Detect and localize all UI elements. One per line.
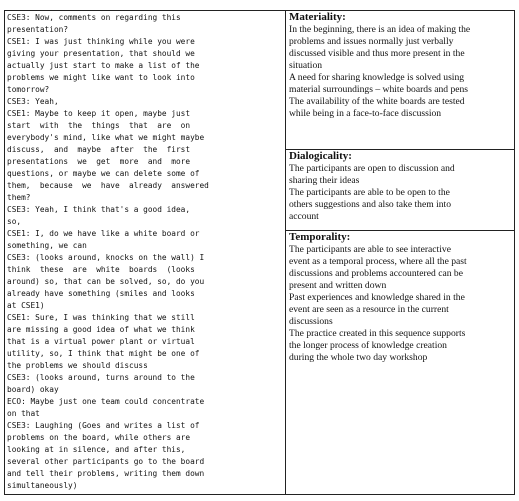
section-heading: Temporality: (289, 231, 351, 243)
transcript-line: them, because we have already answered (7, 181, 209, 190)
transcript-line: CSE3: Laughing (Goes and writes a list of (7, 421, 200, 430)
dialogicality-section (286, 149, 514, 230)
section-line: The practice created in this sequence supports (289, 328, 466, 339)
transcript-line: around) so, that can be solved, so, do you (7, 277, 205, 286)
transcript-line: that is a virtual power plant or virtual (7, 337, 195, 346)
transcript-column (7, 12, 282, 492)
materiality-section (286, 11, 514, 149)
transcript-line: the problems we should discuss (7, 361, 148, 370)
transcript-line: CSE3: Yeah, I think that's a good idea, (7, 205, 191, 214)
transcript-line: them? (7, 193, 31, 202)
transcript-line: something, we can (7, 241, 87, 250)
transcript-line: CSE3: (looks around, knocks on the wall) I (7, 253, 205, 262)
analysis-column (286, 11, 514, 494)
section-line: the longer process of knowledge creation (289, 340, 447, 351)
section-line: others suggestions and also take them into (289, 199, 452, 210)
section-line: discussed visible and thus more present in the (289, 48, 465, 59)
transcript-line: CSE1: Maybe to keep it open, maybe just (7, 109, 191, 118)
section-line: account (289, 211, 319, 222)
section-line: The participants are open to discussion and (289, 163, 455, 174)
transcript-line: problems on the board, while others are (7, 433, 191, 442)
section-line: event are seen as a resource in the current (289, 304, 449, 315)
transcript-line: several other participants go to the board (7, 457, 205, 466)
section-line: situation (289, 60, 323, 71)
transcript-line: already have something (smiles and looks (7, 289, 195, 298)
section-line: In the beginning, there is an idea of making the (289, 24, 471, 35)
transcript-line: CSE1: Sure, I was thinking that we still (7, 313, 195, 322)
section-line: during the whole two day workshop (289, 352, 428, 363)
section-line: The availability of the white boards are tested (289, 96, 465, 107)
section-line: event as a temporal process, where all the past (289, 256, 467, 267)
analysis-table (4, 10, 515, 495)
transcript-line: CSE3: Now, comments on regarding this (7, 13, 181, 22)
section-line: while being in a face-to-face discussion (289, 108, 442, 119)
transcript-line: looking at in silence, and after this, (7, 445, 186, 454)
transcript-line: think these are white boards (looks (7, 265, 195, 274)
transcript-line: tomorrow? (7, 85, 50, 94)
transcript-line: CSE3: Yeah, (7, 97, 59, 106)
section-line: problems and issues normally just verbally (289, 36, 454, 47)
transcript-line: problems we might like want to look into (7, 73, 195, 82)
transcript-line: simultaneously) (7, 481, 78, 490)
transcript-line: CSE1: I, do we have like a white board or (7, 229, 200, 238)
section-heading: Materiality: (289, 11, 346, 23)
section-line: A need for sharing knowledge is solved using (289, 72, 465, 83)
transcript-line: board) okay (7, 385, 59, 394)
section-heading: Dialogicality: (289, 150, 352, 162)
section-line: discussions (289, 316, 333, 327)
transcript-line: questions, or maybe we can delete some of (7, 169, 200, 178)
transcript-line: ECO: Maybe just one team could concentrate (7, 397, 205, 406)
transcript-line: utility, so, I think that might be one of (7, 349, 200, 358)
section-line: Past experiences and knowledge shared in the (289, 292, 465, 303)
transcript-line: presentation? (7, 25, 69, 34)
transcript-line: at CSE1) (7, 301, 45, 310)
transcript-line: giving your presentation, that should we (7, 49, 195, 58)
transcript-line: presentations we get more and more (7, 157, 191, 166)
transcript-line: discuss, and maybe after the first (7, 145, 191, 154)
transcript-line: start with the things that are on (7, 121, 191, 130)
section-line: sharing their ideas (289, 175, 360, 186)
section-line: The participants are able to be open to the (289, 187, 450, 198)
section-line: discussions and problems accountered can be (289, 268, 463, 279)
transcript-line: actually just start to make a list of the (7, 61, 200, 70)
transcript-line: are missing a good idea of what we think (7, 325, 195, 334)
temporality-section (286, 230, 514, 494)
transcript-line: so, (7, 217, 22, 226)
transcript-line: and tell their problems, writing them down (7, 469, 205, 478)
transcript-line: CSE1: I was just thinking while you were (7, 37, 195, 46)
section-line: The participants are able to see interactive (289, 244, 451, 255)
transcript-line: everybody's mind, like what we might maybe (7, 133, 205, 142)
transcript-line: on that (7, 409, 40, 418)
transcript-line: CSE3: (looks around, turns around to the (7, 373, 195, 382)
section-line: present and written down (289, 280, 387, 291)
section-line: material surroundings – white boards and pens (289, 84, 469, 95)
